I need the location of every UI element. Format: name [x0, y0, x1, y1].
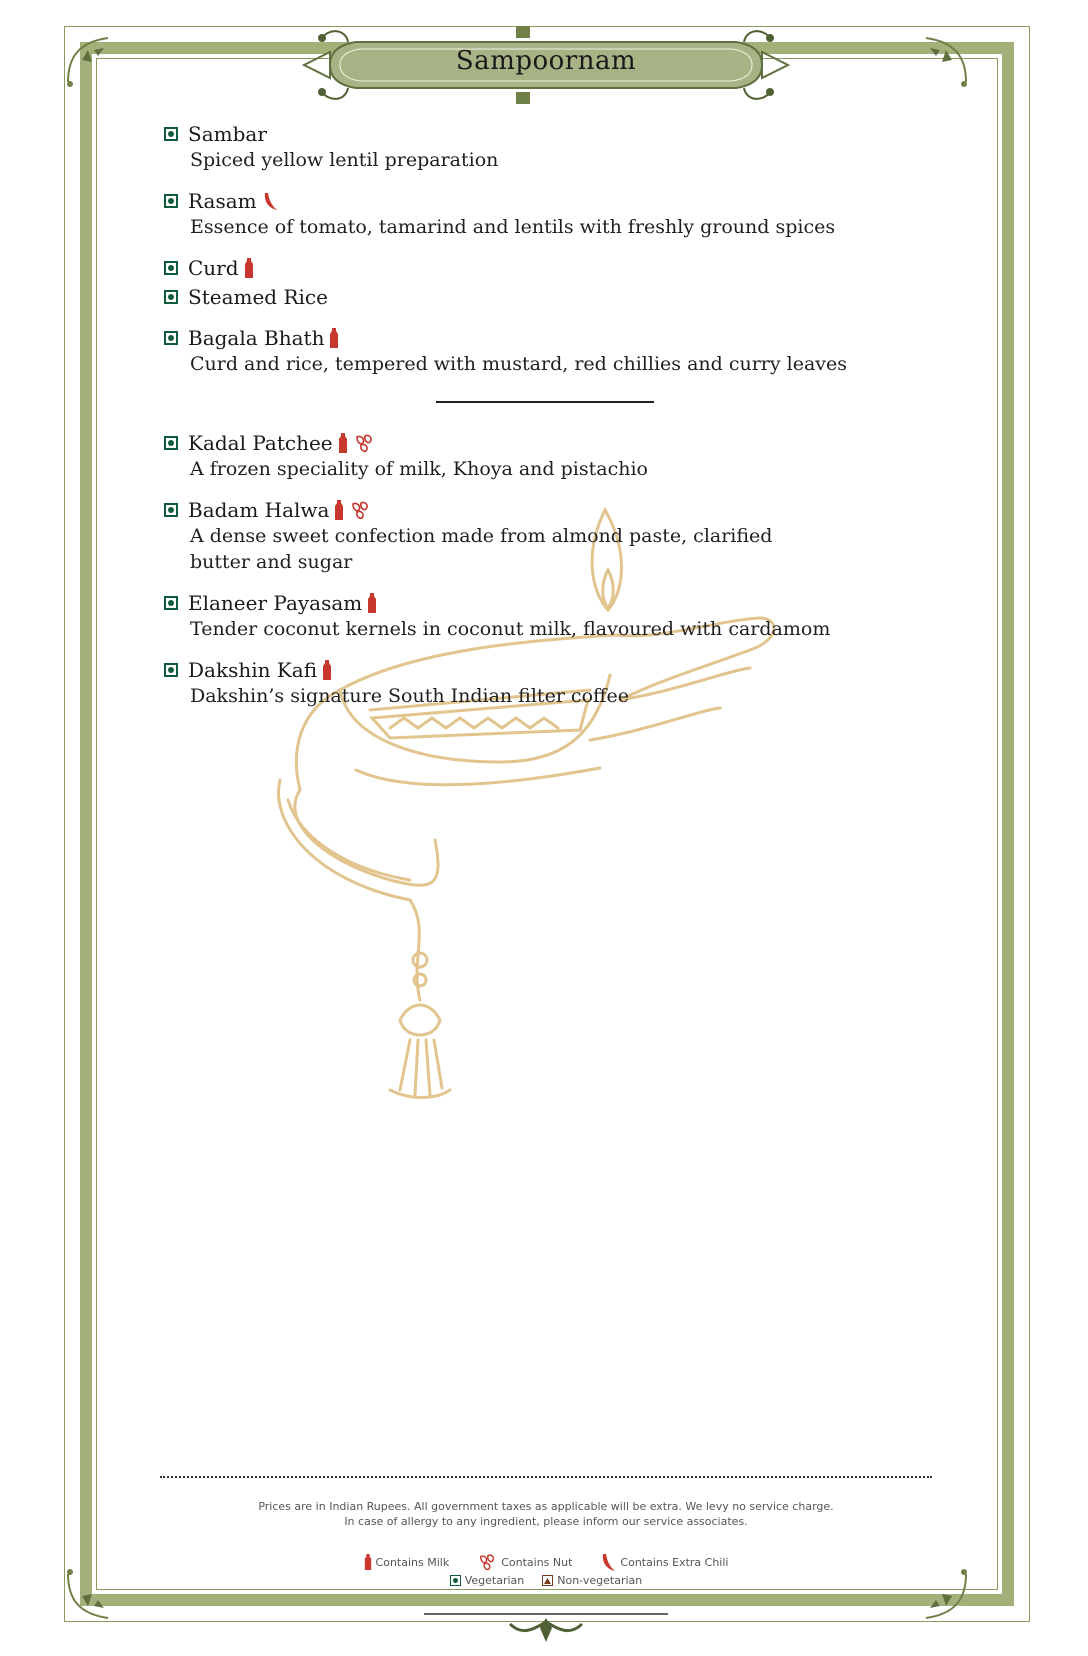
legend-milk-label: Contains Milk — [375, 1555, 450, 1569]
menu-item-curd — [164, 254, 864, 281]
legend-nut — [477, 1553, 572, 1571]
item-name: Sambar — [188, 121, 267, 146]
item-description: Curd and rice, tempered with mustard, red chillies and curry leaves — [190, 353, 848, 375]
veg-mark-icon — [164, 290, 178, 304]
veg-mark-icon — [450, 1575, 461, 1586]
item-description: Spiced yellow lentil preparation — [190, 149, 499, 171]
milk-bottle-icon — [367, 592, 377, 614]
nut-icon — [477, 1553, 497, 1571]
item-description: A dense sweet confection made from almond paste, clarified — [190, 525, 773, 547]
veg-mark-icon — [164, 194, 178, 208]
title-cartouche — [300, 20, 792, 110]
legend-nonveg — [542, 1574, 642, 1587]
nut-icon — [349, 500, 371, 520]
item-description: Essence of tomato, tamarind and lentils with freshly ground spices — [190, 216, 836, 238]
item-name: Curd — [188, 255, 239, 280]
milk-bottle-icon — [322, 659, 332, 681]
legend-nut-label: Contains Nut — [501, 1555, 573, 1569]
menu-item-dakshin-kafi — [164, 656, 864, 709]
menu-title: Sampoornam — [455, 46, 637, 76]
nut-icon — [353, 433, 375, 453]
menu-item-elaneer-payasam — [164, 589, 864, 642]
bottom-ornament — [424, 1604, 668, 1648]
legend-chili — [600, 1552, 728, 1572]
corner-ornament-top-left — [60, 30, 120, 90]
veg-mark-icon — [164, 436, 178, 450]
item-description: Dakshin’s signature South Indian filter coffee — [190, 685, 630, 707]
item-name: Kadal Patchee — [188, 430, 333, 455]
milk-bottle-icon — [364, 1553, 372, 1571]
veg-mark-icon — [164, 503, 178, 517]
milk-bottle-icon — [338, 432, 348, 454]
veg-mark-icon — [164, 261, 178, 275]
menu-item-bagala-bhath — [164, 324, 864, 377]
legend-chili-label: Contains Extra Chili — [620, 1555, 729, 1569]
section-divider — [436, 401, 654, 403]
milk-bottle-icon — [329, 327, 339, 349]
menu-item-badam-halwa — [164, 496, 864, 575]
menu-list — [164, 120, 864, 723]
menu-item-sambar — [164, 120, 864, 173]
legend-veg — [450, 1574, 525, 1587]
legend-row-allergens — [160, 1552, 932, 1572]
item-name: Badam Halwa — [188, 497, 330, 522]
chili-icon — [600, 1552, 616, 1572]
menu-item-steamed-rice — [164, 283, 864, 310]
veg-mark-icon — [164, 331, 178, 345]
item-name: Elaneer Payasam — [188, 590, 363, 615]
item-description-continued: butter and sugar — [190, 551, 353, 573]
item-name: Bagala Bhath — [188, 325, 325, 350]
legend-row-diet — [160, 1574, 932, 1587]
chili-icon — [262, 191, 278, 211]
legend-veg-label: Vegetarian — [464, 1574, 525, 1587]
legend-nonveg-label: Non-vegetarian — [557, 1574, 643, 1587]
milk-bottle-icon — [244, 257, 254, 279]
nonveg-mark-icon — [542, 1575, 553, 1586]
allergy-note: In case of allergy to any ingredient, please inform our service associates. — [344, 1515, 748, 1528]
item-description: A frozen speciality of milk, Khoya and pistachio — [190, 458, 648, 480]
corner-ornament-top-right — [914, 30, 974, 90]
veg-mark-icon — [164, 127, 178, 141]
price-note: Prices are in Indian Rupees. All government taxes as applicable will be extra. We levy no service charge. — [258, 1500, 834, 1513]
item-name: Dakshin Kafi — [188, 657, 318, 682]
milk-bottle-icon — [334, 499, 344, 521]
menu-item-rasam — [164, 187, 864, 240]
item-name: Steamed Rice — [188, 284, 328, 309]
veg-mark-icon — [164, 596, 178, 610]
item-name: Rasam — [188, 188, 257, 213]
menu-item-kadal-patchee — [164, 429, 864, 482]
legend-milk — [364, 1553, 450, 1571]
veg-mark-icon — [164, 663, 178, 677]
footer-dotted-divider — [160, 1476, 932, 1478]
item-description: Tender coconut kernels in coconut milk, flavoured with cardamom — [190, 618, 831, 640]
corner-ornament-bottom-left — [60, 1566, 120, 1626]
